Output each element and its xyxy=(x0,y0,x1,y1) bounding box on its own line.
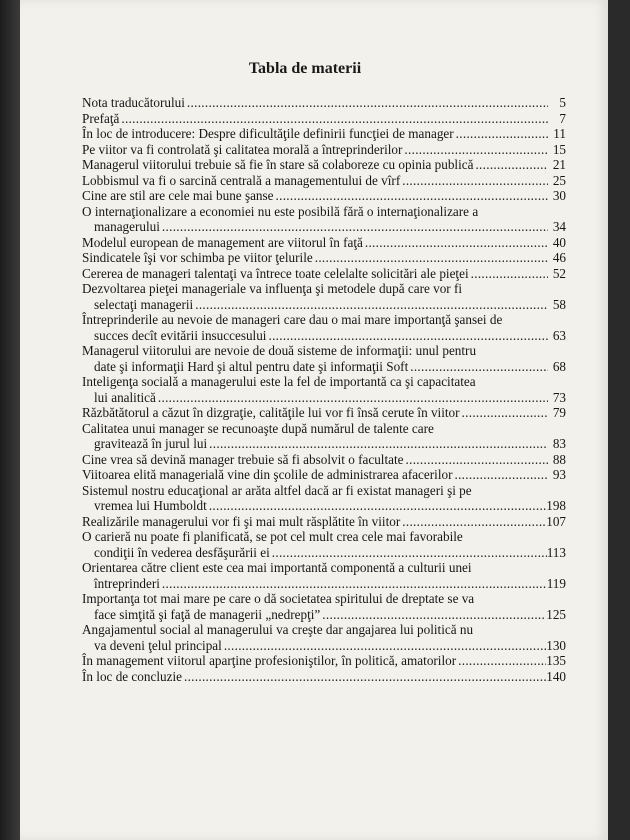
toc-entry xyxy=(82,669,566,685)
toc-page-number: 83 xyxy=(552,436,566,451)
toc-entry-title: În loc de introducere: Despre dificultăţile definirii funcţiei de manager xyxy=(82,126,454,141)
dot-leader xyxy=(222,638,546,654)
toc-entry xyxy=(82,529,566,560)
toc-entry-final-line xyxy=(82,405,566,421)
toc-page-number: 125 xyxy=(546,606,566,622)
toc-entry-final-line xyxy=(82,467,566,483)
toc-entry-title: Cine are stil are cele mai bune şanse xyxy=(82,188,274,203)
toc-entry-final-line xyxy=(82,452,566,468)
toc-entry xyxy=(82,142,566,158)
toc-entry-title: date şi informaţii Hard şi altul pentru date şi informaţii Soft xyxy=(94,358,409,374)
dot-leader xyxy=(185,95,548,111)
toc-entry-final-line xyxy=(82,638,566,654)
toc-entry xyxy=(82,312,566,343)
faded-imprint xyxy=(118,800,538,830)
toc-entry-final-line xyxy=(82,250,566,266)
dot-leader xyxy=(182,669,546,685)
toc-page-number: 46 xyxy=(552,250,566,265)
toc-entry xyxy=(82,235,566,251)
toc-page-number: 21 xyxy=(552,157,566,172)
toc-entry-title: gravitează în jurul lui xyxy=(94,436,208,451)
toc-entry-final-line xyxy=(82,173,566,189)
dot-leader xyxy=(454,126,548,142)
toc-entry xyxy=(82,560,566,591)
toc-page-number: 63 xyxy=(552,327,566,343)
dot-leader xyxy=(408,359,548,375)
toc-entry-title: întreprinderi xyxy=(94,575,160,591)
toc-entry-final-line xyxy=(82,95,566,111)
toc-entry-line: Inteligenţa socială a managerului este la fel de importantă ca şi capacitatea xyxy=(82,374,476,389)
toc-entry-line: Dezvoltarea pieţei manageriale va influenţa şi metodele după care vor fi xyxy=(82,281,463,296)
toc-entry-title: succes decît evitării insuccesului xyxy=(94,327,267,343)
toc-entry xyxy=(82,343,566,374)
toc-entry-title: Răzbătătorul a căzut în dizgraţie, calităţile lui vor fi însă cerute în viitor xyxy=(82,405,460,420)
toc-entry-line: O internaţionalizare a economiei nu este posibilă fără o internaţionalizare a xyxy=(82,203,479,219)
toc-entry-line: Angajamentul social al managerului va creşte dar angajarea lui politică nu xyxy=(82,622,474,637)
toc-page-number: 198 xyxy=(546,498,566,513)
toc-entry-final-line xyxy=(82,126,566,142)
toc-entry-final-line xyxy=(82,188,566,204)
toc-entry-title: Lobbismul va fi o sarcină centrală a managementului de vîrf xyxy=(82,172,401,188)
toc-entry-title: lui analitică xyxy=(94,389,156,405)
toc-entry-final-line xyxy=(82,607,566,623)
toc-page-number: 52 xyxy=(552,265,566,281)
toc-entry xyxy=(82,483,566,514)
toc-page-number: 40 xyxy=(552,234,566,250)
dot-leader xyxy=(473,157,548,173)
toc-entry-final-line xyxy=(82,514,566,530)
dot-leader xyxy=(207,436,548,452)
toc-page-number: 25 xyxy=(552,172,566,188)
toc-page-number: 113 xyxy=(546,544,566,560)
toc-entry xyxy=(82,374,566,405)
toc-page-number: 107 xyxy=(546,513,566,529)
toc-entry-title: vremea lui Humboldt xyxy=(94,498,207,513)
toc-page-number: 93 xyxy=(552,467,566,482)
dot-leader xyxy=(313,250,548,266)
dot-leader xyxy=(160,576,547,592)
toc-entry-final-line xyxy=(82,297,566,313)
toc-entry-final-line xyxy=(82,498,566,514)
toc-entry xyxy=(82,126,566,142)
toc-entry-title: În management viitorul aparţine profesioniştilor, în politică, amatorilor xyxy=(82,653,457,668)
dot-leader xyxy=(400,173,548,189)
toc-entry-line: Managerul viitorului are nevoie de două sisteme de informaţii: unul pentru xyxy=(82,343,477,358)
dot-leader xyxy=(404,452,549,468)
page-title: Tabla de materii xyxy=(248,60,362,77)
toc-page-number: 140 xyxy=(546,668,566,684)
toc-entry xyxy=(82,467,566,483)
toc-entry-line: Calitatea unui manager se recunoaşte după numărul de talente care xyxy=(82,420,434,436)
toc-entry xyxy=(82,204,566,235)
toc-entry-title: Nota traducătorului xyxy=(82,95,185,110)
toc-entry-line: Orientarea către client este cea mai importantă componentă a culturii unei xyxy=(82,560,472,575)
toc-page-number: 119 xyxy=(546,575,566,591)
toc-entry xyxy=(82,266,566,282)
dot-leader xyxy=(266,328,548,344)
toc-entry-title: Cererea de manageri talentaţi va întrece toate celelalte solicitări ale pieţei xyxy=(82,265,469,281)
toc-entry-final-line xyxy=(82,266,566,282)
toc-entry xyxy=(82,514,566,530)
toc-page-number: 73 xyxy=(552,389,566,405)
dot-leader xyxy=(320,607,546,623)
toc-entry xyxy=(82,452,566,468)
toc-entry xyxy=(82,281,566,312)
toc-page-number: 79 xyxy=(552,405,566,420)
toc-entry xyxy=(82,405,566,421)
toc-entry xyxy=(82,173,566,189)
toc-entry-final-line xyxy=(82,390,566,406)
toc-entry-title: face simţită şi faţă de managerii „nedrepţi” xyxy=(94,606,321,622)
toc-entry xyxy=(82,95,566,111)
dot-leader xyxy=(119,111,548,127)
toc-page-number: 5 xyxy=(559,95,566,110)
toc-entry-title: În loc de concluzie xyxy=(82,668,182,684)
toc-entry xyxy=(82,250,566,266)
toc-entry-line: Întreprinderile au nevoie de manageri care dau o mai mare importanţă şansei de xyxy=(82,312,503,327)
dot-leader xyxy=(156,390,548,406)
toc-entry-title: selectaţi managerii xyxy=(94,296,194,312)
toc-entry xyxy=(82,111,566,127)
toc-entry-title: va deveni ţelul principal xyxy=(94,637,222,653)
toc-entry-final-line xyxy=(82,235,566,251)
toc-entry-title: Pe viitor va fi controlată şi calitatea morală a întreprinderilor xyxy=(82,141,403,157)
toc-entry xyxy=(82,622,566,653)
dot-leader xyxy=(460,405,548,421)
toc-page-number: 30 xyxy=(552,188,566,203)
dot-leader xyxy=(207,498,546,514)
toc-entry xyxy=(82,591,566,622)
toc-entry xyxy=(82,157,566,173)
toc-page-number: 58 xyxy=(552,296,566,312)
toc-entry-final-line xyxy=(82,219,566,235)
toc-entry-final-line xyxy=(82,436,566,452)
toc-entry-title: Cine vrea să devină manager trebuie să fi absolvit o facultate xyxy=(82,451,404,467)
toc-page-number: 34 xyxy=(552,219,566,234)
toc-entry-final-line xyxy=(82,653,566,669)
toc-page-number: 68 xyxy=(552,358,566,374)
toc-entry-final-line xyxy=(82,157,566,173)
toc-entry-title: Realizările managerului vor fi şi mai mult răsplătite în viitor xyxy=(82,513,401,529)
book-spine-shadow xyxy=(0,0,20,840)
dot-leader xyxy=(400,514,546,530)
dot-leader xyxy=(402,142,548,158)
dot-leader xyxy=(274,188,548,204)
toc-entry xyxy=(82,421,566,452)
toc-page-number: 15 xyxy=(552,141,566,157)
toc-entry-final-line xyxy=(82,328,566,344)
toc-page-number: 88 xyxy=(552,451,566,467)
toc-entry-title: condiţii în vederea desfăşurării ei xyxy=(94,544,270,560)
toc-entry-final-line xyxy=(82,576,566,592)
toc-entry-line: Sistemul nostru educaţional ar arăta altfel dacă ar fi existat manageri şi pe xyxy=(82,482,472,498)
toc-page-number: 135 xyxy=(546,653,566,668)
toc-entry-title: Prefaţă xyxy=(82,110,120,126)
toc-entry xyxy=(82,188,566,204)
toc-entry-final-line xyxy=(82,111,566,127)
toc-entry-title: managerului xyxy=(94,219,160,234)
dot-leader xyxy=(469,266,548,282)
toc-entry-title: Viitoarea elită managerială vine din şcolile de administrarea afacerilor xyxy=(82,467,453,482)
toc-entry-line: Importanţa tot mai mare pe care o dă societatea spiritului de dreptate se va xyxy=(82,591,475,606)
toc-page-number: 130 xyxy=(546,637,566,653)
toc-entry-title: Modelul european de management are viitorul în faţă xyxy=(82,234,363,250)
toc-entry-final-line xyxy=(82,142,566,158)
toc-entry-title: Managerul viitorului trebuie să fie în stare să colaboreze cu opinia publică xyxy=(82,157,474,172)
dot-leader xyxy=(270,545,547,561)
dot-leader xyxy=(363,235,548,251)
toc-entry-line: O carieră nu poate fi planificată, se pot cel mult crea cele mai favorabile xyxy=(82,529,463,544)
dot-leader xyxy=(452,467,548,483)
dot-leader xyxy=(193,297,548,313)
toc-entry-final-line xyxy=(82,545,566,561)
dot-leader xyxy=(456,653,546,669)
toc-entry-title: Sindicatele îşi vor schimba pe viitor ţelurile xyxy=(82,250,313,265)
toc-page-number: 7 xyxy=(559,110,566,126)
toc-entry-final-line xyxy=(82,359,566,375)
toc-page-number: 11 xyxy=(553,126,566,141)
toc-entry-final-line xyxy=(82,669,566,685)
dot-leader xyxy=(160,219,548,235)
table-of-contents xyxy=(82,95,566,684)
toc-entry xyxy=(82,653,566,669)
